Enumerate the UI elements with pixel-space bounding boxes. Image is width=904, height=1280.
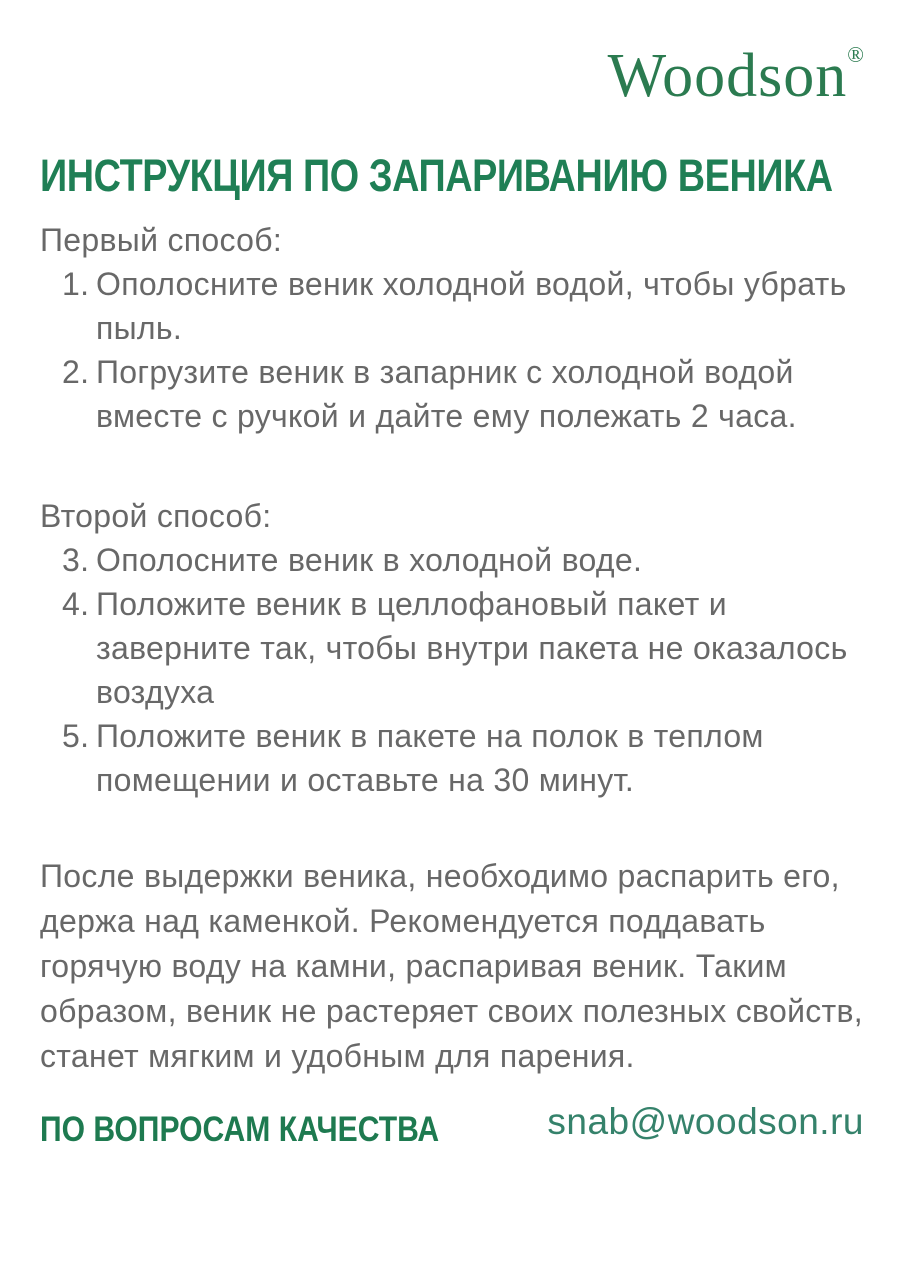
step-text: Положите веник в пакете на полок в теплом помещении и оставьте на 30 минут. (96, 718, 764, 798)
step-text: Погрузите веник в запарник с холодной водой вместе с ручкой и дайте ему полежать 2 часа. (96, 354, 797, 434)
registered-trademark-icon: ® (847, 42, 864, 67)
page-title: ИНСТРУКЦИЯ ПО ЗАПАРИВАНИЮ ВЕНИКА (40, 150, 833, 201)
step-item-2 (62, 350, 864, 438)
quality-contact-label: ПО ВОПРОСАМ КАЧЕСТВА (40, 1110, 440, 1149)
step-item-1 (62, 262, 864, 350)
closing-paragraph: После выдержки веника, необходимо распарить его, держа над каменкой. Рекомендуется поддавать горячую воду на камни, распаривая веник. Таким образом, веник не растеряет своих полезных свойств, станет мягким и удобным для парения. (40, 858, 864, 1074)
logo-text: Woodson (607, 42, 848, 110)
header (40, 24, 864, 110)
method-2-steps (40, 538, 864, 802)
contact-email: snab@woodson.ru (547, 1101, 864, 1142)
step-text: Положите веник в целлофановый пакет и заверните так, чтобы внутри пакета не оказалось воздуха (96, 586, 848, 710)
method-2-heading: Второй способ: (40, 498, 272, 534)
step-text: Ополосните веник холодной водой, чтобы убрать пыль. (96, 266, 847, 346)
step-number: 2. (62, 354, 90, 390)
step-item-5 (62, 714, 864, 802)
step-number: 5. (62, 718, 90, 754)
step-item-3 (62, 538, 864, 582)
footer (40, 1101, 864, 1149)
method-1-section (40, 218, 864, 438)
step-number: 3. (62, 542, 90, 578)
method-1-steps (40, 262, 864, 438)
step-text: Ополосните веник в холодной воде. (96, 542, 643, 578)
woodson-logo (607, 24, 864, 110)
step-number: 1. (62, 266, 90, 302)
method-2-section (40, 494, 864, 802)
method-1-heading: Первый способ: (40, 222, 283, 258)
step-item-4 (62, 582, 864, 714)
step-number: 4. (62, 586, 90, 622)
